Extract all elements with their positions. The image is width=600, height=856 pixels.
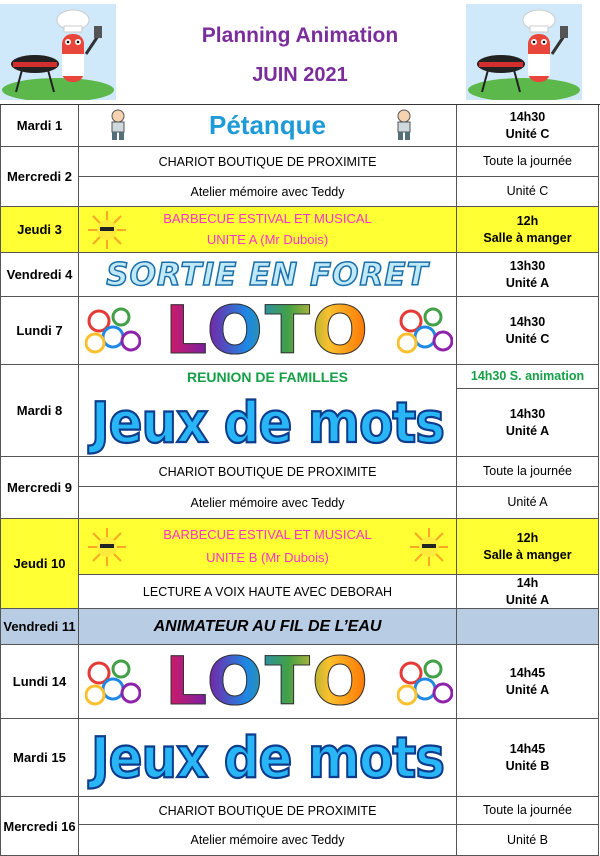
location-text: Salle à manger: [483, 230, 572, 245]
time-cell: [457, 519, 599, 575]
location-text: Unité A: [505, 423, 550, 438]
day-cell: Lundi 14: [0, 645, 79, 719]
activity-line: BARBECUE ESTIVAL ET MUSICAL: [163, 527, 372, 543]
location-text: Unité A: [505, 275, 550, 290]
time-cell: [457, 389, 599, 457]
time-cell: [457, 297, 599, 365]
activity-line: BARBECUE ESTIVAL ET MUSICAL: [163, 210, 372, 226]
day-cell: Jeudi 10: [0, 519, 79, 609]
time-text: 12h: [516, 530, 539, 545]
activity-cell: [79, 253, 457, 297]
activity-cell: LECTURE A VOIX HAUTE AVEC DEBORAH: [79, 575, 457, 609]
lottery-balls-icon: [397, 307, 453, 355]
time-text: 14h45: [509, 665, 546, 680]
sun-icon: [87, 527, 127, 567]
time-cell: [457, 365, 599, 389]
barbecue-mascot-icon: [466, 4, 582, 100]
activity-cell: [79, 645, 457, 719]
day-cell: Mardi 15: [0, 719, 79, 797]
time-text: 14h30 S. animation: [470, 369, 585, 384]
activity-title: Jeux de mots: [91, 725, 444, 790]
activity-line: UNITE A (Mr Dubois): [206, 231, 329, 247]
location-text: Unité B: [505, 758, 550, 773]
time-cell: [457, 575, 599, 609]
activity-cell: [79, 365, 457, 389]
day-cell: Mardi 8: [0, 365, 79, 457]
time-cell: [457, 207, 599, 253]
activity-cell: [79, 519, 457, 575]
lottery-balls-icon: [85, 659, 141, 707]
activity-cell: CHARIOT BOUTIQUE DE PROXIMITE: [79, 457, 457, 487]
time-cell: Toute la journée: [457, 457, 599, 487]
activity-cell: CHARIOT BOUTIQUE DE PROXIMITE: [79, 797, 457, 825]
activity-title: REUNION DE FAMILLES: [186, 369, 348, 385]
time-text: 14h45: [509, 741, 546, 756]
location-text: Salle à manger: [483, 547, 572, 562]
day-cell: Jeudi 3: [0, 207, 79, 253]
time-text: 13h30: [509, 258, 546, 273]
time-cell: [457, 609, 599, 645]
location-text: Unité C: [505, 126, 550, 141]
location-text: Unité C: [505, 331, 550, 346]
lottery-balls-icon: [397, 659, 453, 707]
activity-title: ANIMATEUR AU FIL DE L’EAU: [153, 617, 382, 635]
activity-cell: Atelier mémoire avec Teddy: [79, 487, 457, 519]
activity-cell: [79, 207, 457, 253]
time-cell: [457, 645, 599, 719]
time-cell: Unité C: [457, 177, 599, 207]
day-cell: Vendredi 11: [0, 609, 79, 645]
time-cell: Toute la journée: [457, 797, 599, 825]
header: [0, 0, 600, 104]
day-cell: Mardi 1: [0, 105, 79, 147]
day-cell: Vendredi 4: [0, 253, 79, 297]
time-cell: Unité A: [457, 487, 599, 519]
activity-cell: [79, 719, 457, 797]
petanque-player-icon: [391, 109, 417, 141]
sun-icon: [409, 527, 449, 567]
schedule-table: [0, 104, 600, 847]
time-cell: [457, 719, 599, 797]
time-text: 12h: [516, 213, 539, 228]
activity-title: LOTO: [165, 292, 370, 369]
day-cell: Mercredi 2: [0, 147, 79, 207]
activity-cell: Atelier mémoire avec Teddy: [79, 825, 457, 856]
time-cell: [457, 253, 599, 297]
petanque-player-icon: [105, 109, 131, 141]
activity-title: SORTIE EN FORET: [106, 256, 429, 293]
location-text: Unité A: [505, 682, 550, 697]
activity-title: Pétanque: [208, 110, 327, 140]
page-title: Planning Animation: [201, 24, 399, 47]
activity-line: UNITE B (Mr Dubois): [206, 549, 329, 565]
location-text: Unité A: [505, 592, 550, 607]
activity-cell: [79, 389, 457, 457]
day-cell: Mercredi 16: [0, 797, 79, 856]
barbecue-mascot-icon: [0, 4, 116, 100]
activity-title: Jeux de mots: [91, 390, 444, 455]
activity-cell: [79, 609, 457, 645]
time-text: 14h30: [509, 314, 546, 329]
time-text: 14h: [516, 575, 539, 590]
sun-icon: [87, 210, 127, 250]
activity-cell: [79, 292, 457, 369]
time-cell: Unité B: [457, 825, 599, 856]
activity-cell: Atelier mémoire avec Teddy: [79, 177, 457, 207]
day-cell: Lundi 7: [0, 297, 79, 365]
time-text: 14h30: [509, 406, 546, 421]
page-subtitle: JUIN 2021: [252, 64, 348, 86]
activity-title: LOTO: [165, 643, 370, 720]
activity-cell: CHARIOT BOUTIQUE DE PROXIMITE: [79, 147, 457, 177]
time-text: 14h30: [509, 109, 546, 124]
time-cell: Toute la journée: [457, 147, 599, 177]
day-cell: Mercredi 9: [0, 457, 79, 519]
time-cell: [457, 105, 599, 147]
lottery-balls-icon: [85, 307, 141, 355]
activity-cell: [79, 105, 457, 147]
